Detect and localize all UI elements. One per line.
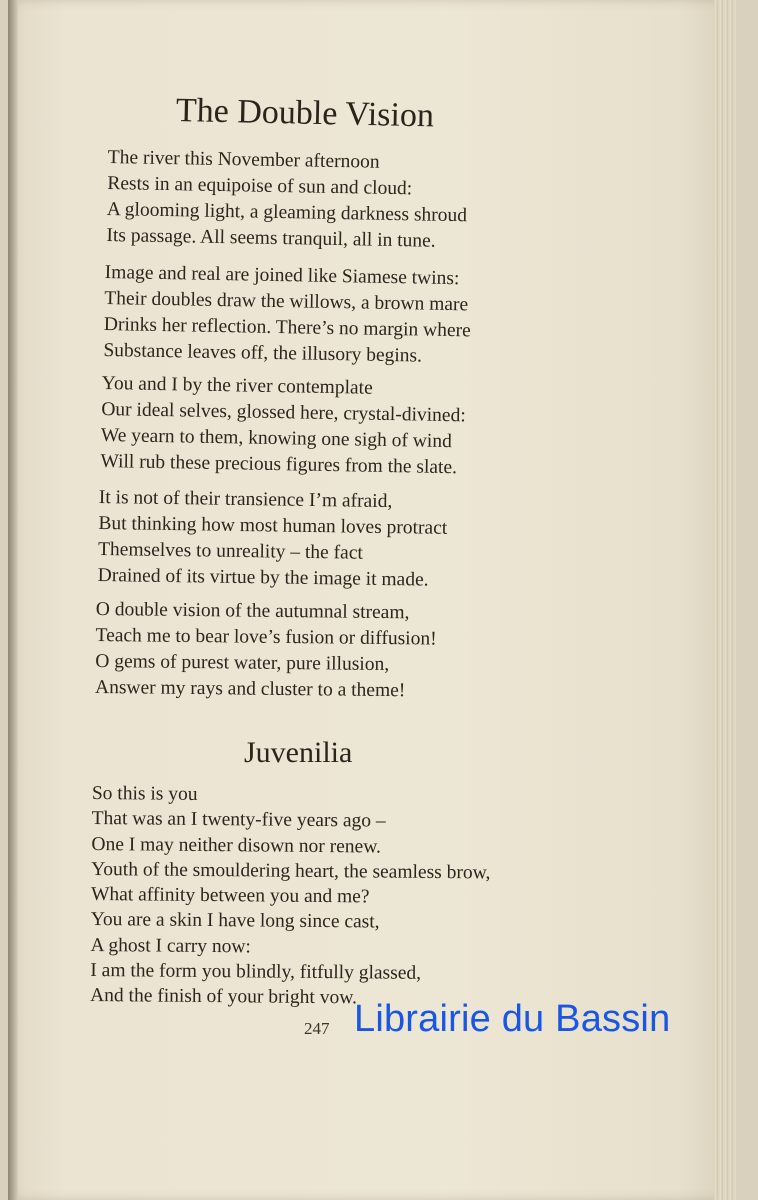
poem-line: You and I by the river contemplate [101, 372, 373, 399]
poem-line: That was an I twenty-five years ago – [91, 808, 386, 832]
stanza [103, 260, 472, 370]
poem-line: Drinks her reflection. There’s no margin where [103, 313, 471, 342]
poem-line: One I may neither disown nor renew. [91, 833, 382, 858]
stanza [106, 145, 468, 255]
poem-line: Answer my rays and cluster to a theme! [94, 676, 406, 702]
poem-line: Drained of its virtue by the image it made. [97, 564, 429, 591]
poem-line: It is not of their transience I’m afraid, [98, 486, 393, 513]
poem-line: Their doubles draw the willows, a brown mare [104, 287, 469, 316]
poem-line: The river this November afternoon [107, 146, 380, 173]
page-number: 247 [304, 1019, 330, 1038]
page-edge [714, 0, 736, 1200]
poem-line: And the finish of your bright vow. [90, 985, 358, 1009]
stanza [100, 371, 466, 481]
poem-line: But thinking how most human loves protract [98, 512, 448, 539]
poem-title: Juvenilia [244, 736, 353, 769]
poem-line: Image and real are joined like Siamese twins: [104, 261, 460, 290]
poem-line: A glooming light, a gleaming darkness shroud [106, 198, 468, 227]
poem-line: Will rub these precious figures from the slate. [100, 450, 458, 479]
poem-line: What affinity between you and me? [90, 884, 370, 908]
page-gutter-shadow [8, 0, 18, 1200]
stanza [98, 485, 448, 594]
poem-line: Rests in an equipoise of sun and cloud: [107, 172, 413, 200]
poem-line: Our ideal selves, glossed here, crystal-divined: [101, 398, 466, 427]
poem-line: Youth of the smouldering heart, the seamless brow, [91, 858, 491, 884]
poem-line: We yearn to them, knowing one sigh of wind [100, 424, 453, 453]
poem-line: A ghost I carry now: [90, 934, 251, 958]
poem-line: Themselves to unreality – the fact [97, 538, 364, 564]
poem-line: O double vision of the autumnal stream, [95, 598, 410, 624]
stanza [90, 781, 491, 1012]
poem-line: So this is you [91, 782, 198, 805]
poem-line: Its passage. All seems tranquil, all in tune. [106, 224, 436, 252]
poem-line: I am the form you blindly, fitfully glassed, [90, 960, 422, 984]
stanza [95, 597, 437, 705]
poem-line: O gems of purest water, pure illusion, [95, 650, 390, 676]
poem-title: The Double Vision [175, 92, 435, 135]
poem-line: Substance leaves off, the illusory begins. [103, 339, 423, 367]
poem-line: You are a skin I have long since cast, [90, 909, 380, 933]
poem-line: Teach me to bear love’s fusion or diffusion! [95, 624, 437, 650]
watermark: Librairie du Bassin [354, 998, 671, 1040]
